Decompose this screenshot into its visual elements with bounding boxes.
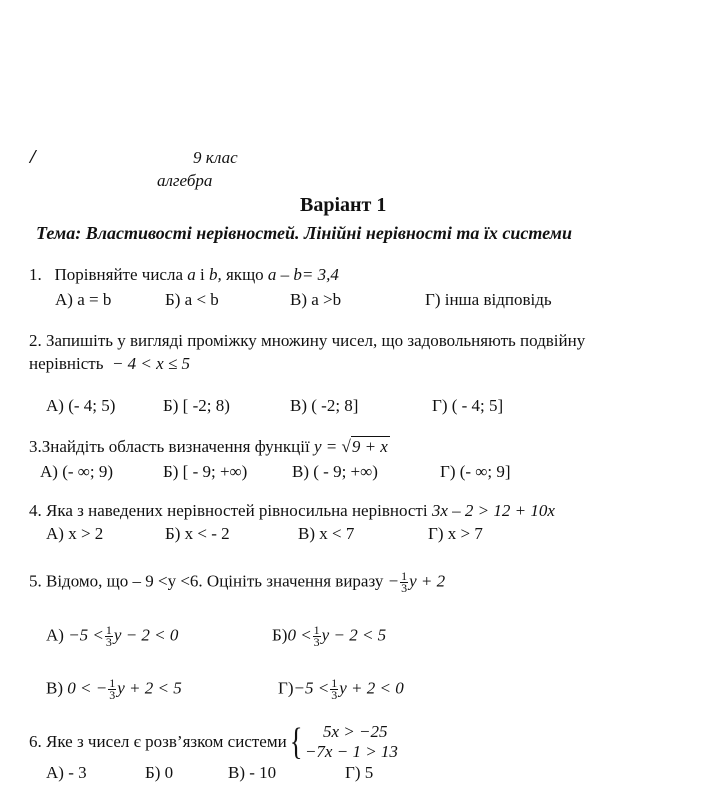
q6-eq-2: −7x − 1 > 13 <box>304 742 398 761</box>
question-5 <box>29 571 445 594</box>
q1-number: 1. <box>29 265 42 284</box>
q4-option-d[interactable]: Г) x > 7 <box>428 524 483 543</box>
q2-text: нерівність <box>29 354 104 373</box>
q3-function-lhs: y = <box>313 437 338 456</box>
q5-expr-pre: − <box>387 571 400 591</box>
q4-inequality: 3x – 2 > 12 + 10x <box>431 501 555 520</box>
q5-fraction: $\frac{1}{3}$ <box>401 569 408 595</box>
q3-option-a[interactable]: A) (- ∞; 9) <box>40 462 114 481</box>
q6-option-b[interactable]: Б) 0 <box>145 763 174 782</box>
q3-radicand: 9 + x <box>351 437 388 456</box>
q5-text: 5. Відомо, що – 9 <y <6. Оцініть значення виразу <box>29 571 384 591</box>
q1-option-a[interactable]: A) a = b <box>55 290 112 309</box>
q1-option-b[interactable]: Б) a < b <box>165 290 219 309</box>
q5-option-a[interactable]: A) −5 < $\frac{1}{3}$ y − 2 < 0 <box>46 623 179 649</box>
fraction: $\frac{1}{3}$ <box>331 676 338 702</box>
q2-option-b[interactable]: Б) [ -2; 8) <box>163 396 230 415</box>
q5-option-b[interactable]: Б)0 < $\frac{1}{3}$ y − 2 < 5 <box>272 623 387 649</box>
q6-text: 6. Яке з чисел є розв’язком системи <box>29 732 287 751</box>
question-1 <box>29 265 339 285</box>
q1-and: і <box>200 265 205 284</box>
corner-mark: / <box>30 146 36 168</box>
q5-option-c[interactable]: В) 0 < − $\frac{1}{3}$ y + 2 < 5 <box>46 676 182 702</box>
q1-condition: a – b= 3,4 <box>267 265 339 284</box>
q2-line-2 <box>29 354 190 374</box>
q3-option-c[interactable]: В) ( - 9; +∞) <box>292 462 378 481</box>
question-6 <box>29 722 398 762</box>
fraction: $\frac{1}{3}$ <box>105 623 112 649</box>
q2-option-a[interactable]: A) (- 4; 5) <box>46 396 116 415</box>
q1-var-b: b, <box>208 265 222 284</box>
system-brace: { <box>289 721 303 763</box>
q1-option-c[interactable]: В) a >b <box>290 290 342 309</box>
q3-text: 3.Знайдіть область визначення функції <box>29 437 310 456</box>
theme-line: Тема: Властивості нерівностей. Лінійні нерівності та їх системи <box>36 223 573 243</box>
question-4 <box>29 501 555 521</box>
q1-text: Порівняйте числа <box>54 265 183 284</box>
q6-option-c[interactable]: В) - 10 <box>228 763 277 782</box>
q2-option-d[interactable]: Г) ( - 4; 5] <box>432 396 504 415</box>
grade-label: 9 клас <box>193 148 238 167</box>
q1-option-d[interactable]: Г) інша відповідь <box>425 290 552 309</box>
question-3 <box>29 436 390 457</box>
q3-option-d[interactable]: Г) (- ∞; 9] <box>440 462 511 481</box>
sqrt-symbol: √9 + x <box>341 437 388 456</box>
variant-title: Варіант 1 <box>300 194 387 216</box>
q5-expr-post: y + 2 <box>409 571 446 591</box>
q4-option-b[interactable]: Б) x < - 2 <box>165 524 230 543</box>
fraction: $\frac{1}{3}$ <box>109 676 116 702</box>
q3-option-b[interactable]: Б) [ - 9; +∞) <box>163 462 248 481</box>
q4-option-a[interactable]: A) x > 2 <box>46 524 104 543</box>
q6-option-a[interactable]: A) - 3 <box>46 763 87 782</box>
q6-system <box>305 722 398 762</box>
q4-option-c[interactable]: В) x < 7 <box>298 524 355 543</box>
q2-line-1: 2. Запишіть у вигляді проміжку множину чисел, що задовольняють подвійну <box>29 331 586 350</box>
q1-if: якщо <box>225 265 264 284</box>
q2-option-c[interactable]: В) ( -2; 8] <box>290 396 359 415</box>
q5-option-d[interactable]: Г)−5 < $\frac{1}{3}$ y + 2 < 0 <box>278 676 404 702</box>
subject-label: алгебра <box>157 171 213 190</box>
q6-eq-1: 5x > −25 <box>322 722 388 741</box>
q1-var-a: a <box>187 265 196 284</box>
q4-text: 4. Яка з наведених нерівностей рівносильна нерівності <box>29 501 428 520</box>
q2-inequality: − 4 < x ≤ 5 <box>111 354 191 373</box>
fraction: $\frac{1}{3}$ <box>313 623 320 649</box>
q6-option-d[interactable]: Г) 5 <box>345 763 374 782</box>
